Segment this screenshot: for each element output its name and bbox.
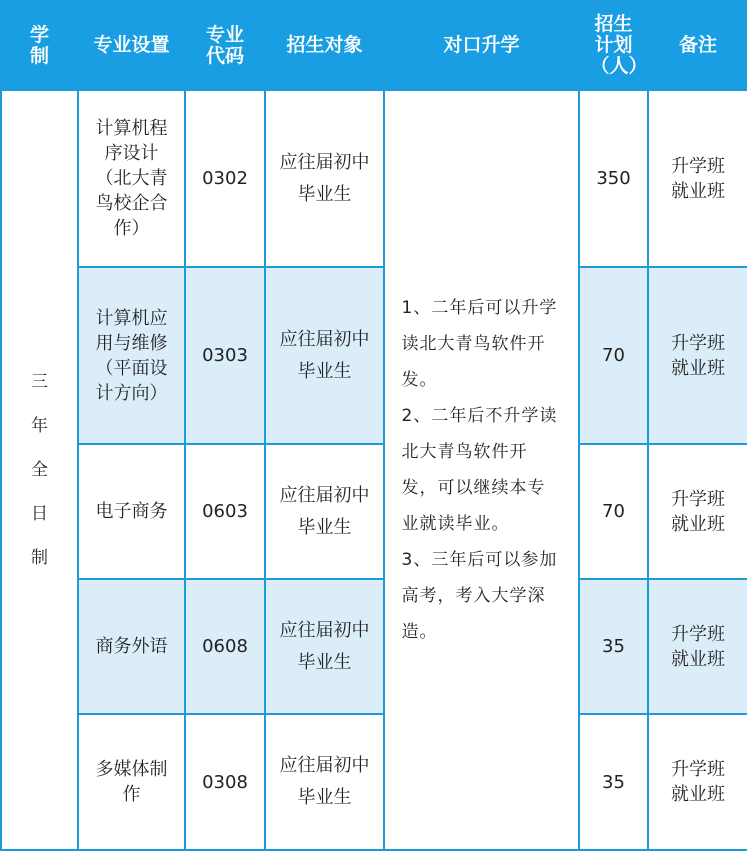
table-row	[1, 579, 747, 714]
note-cell: 升学班就业班	[648, 444, 747, 579]
header-quota: 招生计划（人）	[579, 1, 648, 90]
header-target: 招生对象	[265, 1, 384, 90]
code-cell: 0608	[185, 579, 265, 714]
advance-text	[402, 290, 562, 650]
target-cell: 应往届初中毕业生	[265, 90, 384, 267]
major-cell: 计算机应用与维修（平面设计方向）	[78, 267, 185, 444]
advance-item: 2、二年后不升学读北大青鸟软件开发，可以继续本专业就读毕业。	[401, 406, 558, 534]
header-row	[1, 1, 747, 90]
target-cell: 应往届初中毕业生	[265, 714, 384, 850]
header-advance: 对口升学	[384, 1, 579, 90]
quota-cell: 35	[579, 579, 648, 714]
table-row	[1, 714, 747, 850]
advance-item: 1、二年后可以升学读北大青鸟软件开发。	[401, 298, 558, 390]
header-major: 专业设置	[78, 1, 185, 90]
major-cell: 计算机程序设计（北大青鸟校企合作）	[78, 90, 185, 267]
advance-cell	[384, 90, 579, 850]
advance-item: 3、三年后可以参加高考，考入大学深造。	[401, 550, 558, 642]
table-row	[1, 90, 747, 267]
header-note: 备注	[648, 1, 747, 90]
code-cell: 0603	[185, 444, 265, 579]
quota-cell: 35	[579, 714, 648, 850]
note-cell: 升学班就业班	[648, 714, 747, 850]
note-cell: 升学班就业班	[648, 579, 747, 714]
major-cell: 电子商务	[78, 444, 185, 579]
target-cell: 应往届初中毕业生	[265, 267, 384, 444]
major-cell: 多媒体制作	[78, 714, 185, 850]
code-cell: 0308	[185, 714, 265, 850]
note-cell: 升学班就业班	[648, 90, 747, 267]
quota-cell: 350	[579, 90, 648, 267]
header-code: 专业代码	[185, 1, 265, 90]
target-cell: 应往届初中毕业生	[265, 579, 384, 714]
table-row	[1, 444, 747, 579]
quota-cell: 70	[579, 267, 648, 444]
table-row	[1, 267, 747, 444]
quota-cell: 70	[579, 444, 648, 579]
header-system: 学制	[1, 1, 78, 90]
target-cell: 应往届初中毕业生	[265, 444, 384, 579]
code-cell: 0302	[185, 90, 265, 267]
code-cell: 0303	[185, 267, 265, 444]
major-cell: 商务外语	[78, 579, 185, 714]
note-cell: 升学班就业班	[648, 267, 747, 444]
system-cell: 三年全日制	[1, 90, 78, 850]
